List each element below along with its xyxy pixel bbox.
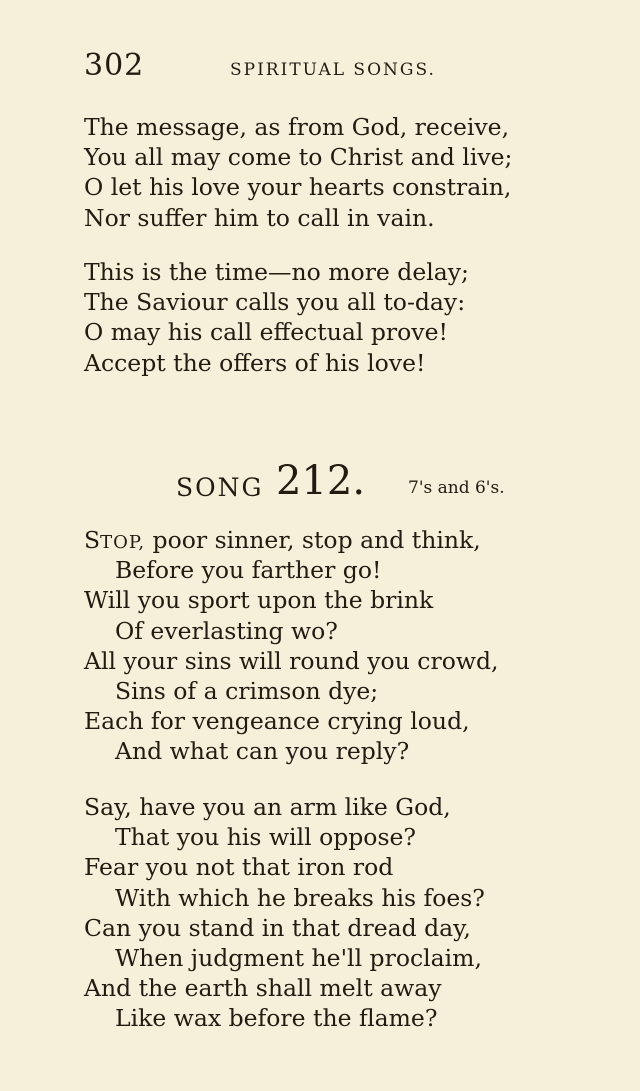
song-number: 212. bbox=[276, 458, 366, 504]
verse-line: And the earth shall melt away bbox=[84, 974, 442, 1003]
small-caps-word: TOP, bbox=[100, 532, 146, 553]
song-meter: 7's and 6's. bbox=[408, 478, 505, 498]
verse-line: This is the time—no more delay; bbox=[84, 258, 469, 286]
verse-line: Before you farther go! bbox=[115, 556, 382, 585]
verse-line: With which he breaks his foes? bbox=[115, 883, 485, 912]
verse-line: The message, as from God, receive, bbox=[84, 113, 510, 141]
verse-line: And what can you reply? bbox=[115, 737, 410, 766]
stanza bbox=[84, 112, 604, 233]
song-heading bbox=[176, 458, 556, 508]
verse-line: Fear you not that iron rod bbox=[84, 853, 394, 882]
verse-line-first bbox=[84, 525, 604, 555]
verse-line: All your sins will round you crowd, bbox=[84, 646, 499, 675]
verse-line: O let his love your hearts constrain, bbox=[84, 173, 512, 202]
verse-line: O may his call effectual prove! bbox=[84, 318, 448, 347]
verse-line: The Saviour calls you all to-day: bbox=[84, 288, 466, 317]
verse-line: You all may come to Christ and live; bbox=[84, 143, 513, 172]
stanza bbox=[84, 525, 604, 767]
stanza bbox=[84, 792, 604, 1034]
verse-line: Accept the offers of his love! bbox=[84, 348, 426, 377]
verse-line: Of everlasting wo? bbox=[115, 616, 338, 645]
running-head: SPIRITUAL SONGS. bbox=[230, 60, 436, 80]
verse-line: When judgment he'll proclaim, bbox=[115, 943, 482, 972]
verse-line: Say, have you an arm like God, bbox=[84, 793, 451, 821]
page-number: 302 bbox=[84, 48, 145, 83]
page-header bbox=[84, 48, 584, 88]
verse-line-rest: poor sinner, stop and think, bbox=[145, 526, 481, 554]
drop-cap: S bbox=[84, 526, 101, 554]
song-label: SONG bbox=[176, 473, 264, 502]
verse-line: That you his will oppose? bbox=[115, 823, 417, 852]
verse-line: Will you sport upon the brink bbox=[84, 586, 434, 615]
verse-line: Nor suffer him to call in vain. bbox=[84, 203, 435, 232]
verse-line: Can you stand in that dread day, bbox=[84, 913, 471, 942]
verse-line: Sins of a crimson dye; bbox=[115, 676, 379, 705]
verse-line: Each for vengeance crying loud, bbox=[84, 707, 470, 736]
verse-line: Like wax before the flame? bbox=[115, 1004, 438, 1033]
stanza bbox=[84, 257, 604, 378]
